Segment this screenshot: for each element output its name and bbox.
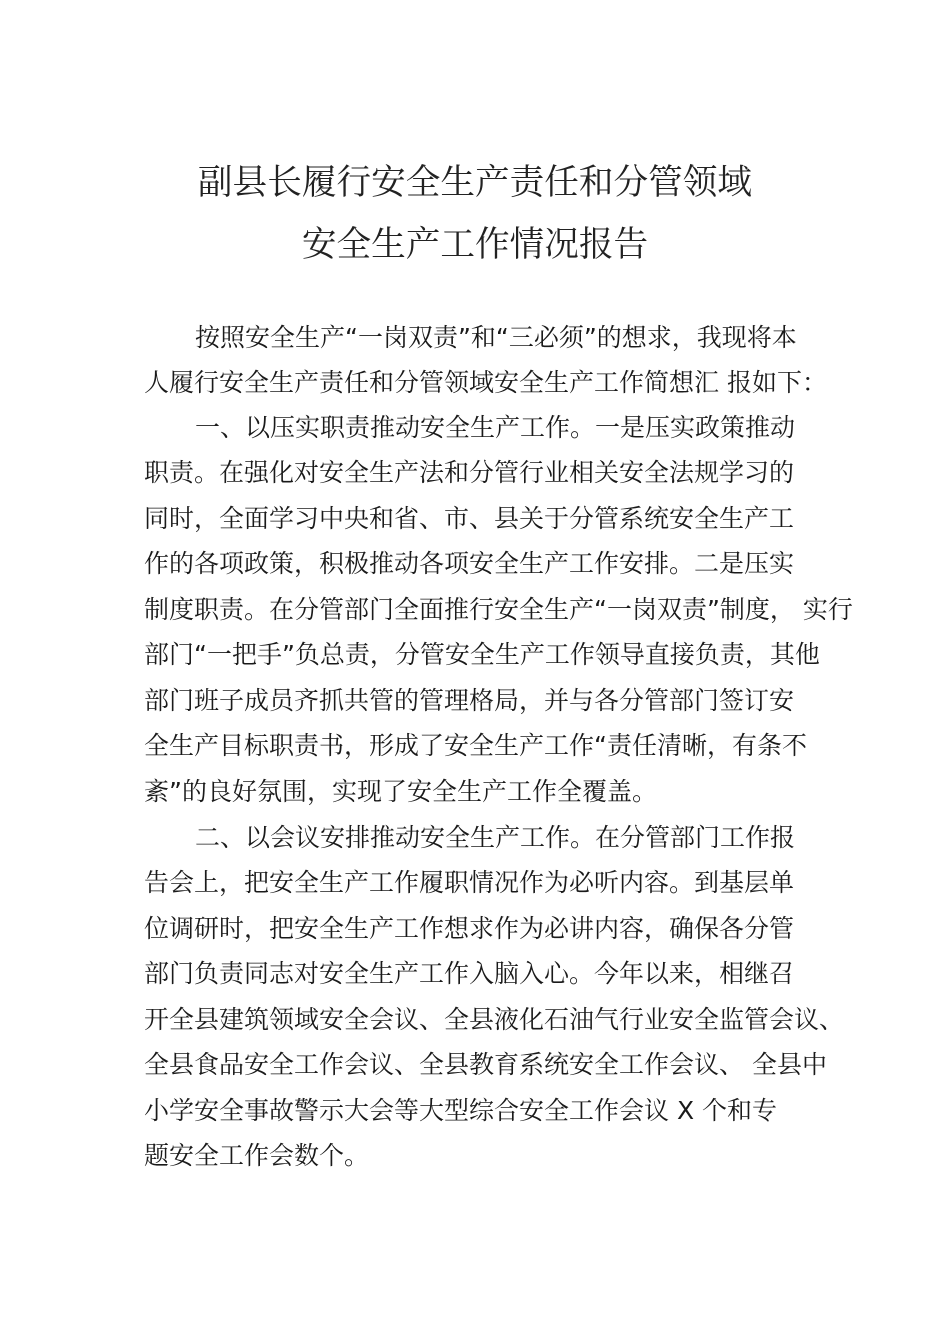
paragraph-3-line-8: 题安全工作会数个。 bbox=[144, 1141, 370, 1170]
paragraph-3-line-1: 二、以会议安排推动安全生产工作。在分管部门工作报 bbox=[195, 823, 796, 852]
paragraph-1-line-1: 按照安全生产“一岗双责”和“三必须”的想求，我现将本 bbox=[195, 323, 797, 352]
paragraph-3-line-4: 部门负责同志对安全生产工作入脑入心。今年以来，相继召 bbox=[144, 959, 795, 988]
paragraph-1-line-2: 人履行安全生产责任和分管领域安全生产工作简想汇 报如下： bbox=[144, 368, 827, 397]
paragraph-2-line-9: 紊”的良好氛围，实现了安全生产工作全覆盖。 bbox=[144, 777, 657, 806]
paragraph-2-line-2: 职责。在强化对安全生产法和分管行业相关安全法规学习的 bbox=[144, 458, 795, 487]
paragraph-3-line-3: 位调研时，把安全生产工作想求作为必讲内容，确保各分管 bbox=[144, 914, 795, 943]
paragraph-2-line-1: 一、以压实职责推动安全生产工作。一是压实政策推动 bbox=[195, 413, 796, 442]
paragraph-2-line-4: 作的各项政策，积极推动各项安全生产工作安排。二是压实 bbox=[144, 549, 795, 578]
paragraph-2-line-3: 同时，全面学习中央和省、市、县关于分管系统安全生产工 bbox=[144, 504, 795, 533]
paragraph-2-line-5: 制度职责。在分管部门全面推行安全生产“一岗双责”制度， 实行 bbox=[144, 595, 853, 624]
paragraph-3-line-6: 全县食品安全工作会议、全县教育系统安全工作会议、 全县中 bbox=[144, 1050, 827, 1079]
paragraph-3-line-7: 小学安全事故警示大会等大型综合安全工作会议 X 个和专 bbox=[144, 1096, 778, 1125]
paragraph-2-line-8: 全生产目标职责书，形成了安全生产工作“责任清晰，有条不 bbox=[144, 731, 807, 760]
paragraph-3-line-2: 告会上，把安全生产工作履职情况作为必听内容。到基层单 bbox=[144, 868, 795, 897]
document-title-line-2: 安全生产工作情况报告 bbox=[301, 225, 649, 265]
document-title-line-1: 副县长履行安全生产责任和分管领域 bbox=[197, 163, 753, 203]
paragraph-2-line-7: 部门班子成员齐抓共管的管理格局，并与各分管部门签订安 bbox=[144, 686, 795, 715]
paragraph-3-line-5: 开全县建筑领域安全会议、全县液化石油气行业安全监管会议、 bbox=[144, 1005, 845, 1034]
paragraph-2-line-6: 部门“一把手”负总责，分管安全生产工作领导直接负责，其他 bbox=[144, 640, 820, 669]
